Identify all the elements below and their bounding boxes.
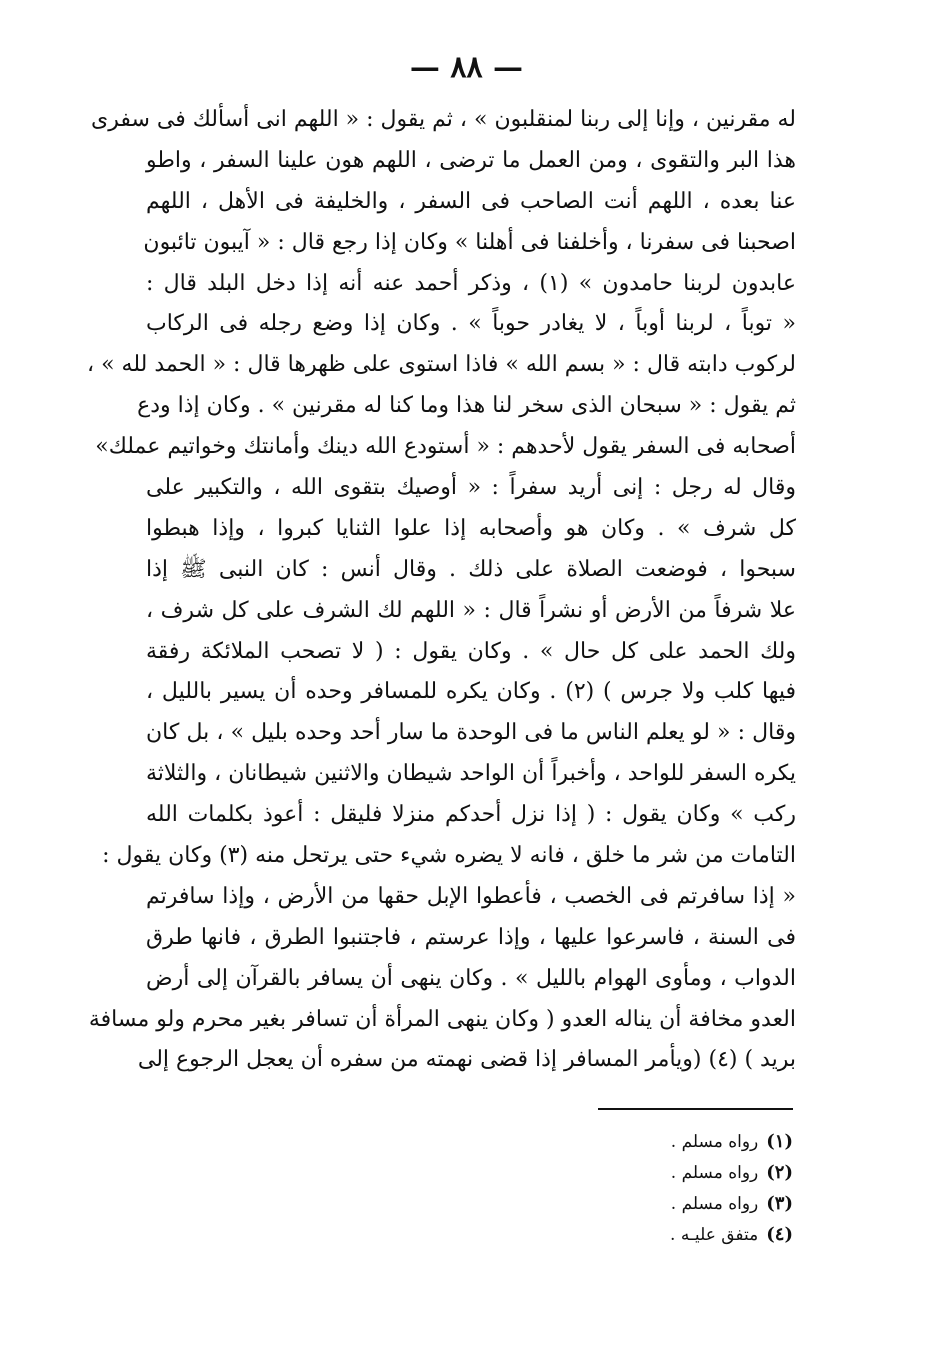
footnote bbox=[670, 1219, 793, 1250]
footnote-text: متفق عليـه . bbox=[670, 1225, 759, 1245]
text-line: ولك الحمد على كل حال » . وكان يقول : ( لا تصحب الملائكة رفقة bbox=[146, 638, 796, 664]
text-line: ركب » وكان يقول : ( إذا نزل أحدكم منزلا فليقل : أعوذ بكلمات الله bbox=[146, 802, 796, 828]
text-line: ثم يقول : « سبحان الذى سخر لنا هذا وما كنا له مقرنين » . وكان إذا ودع bbox=[137, 393, 796, 419]
text-line: سبحوا ، فوضعت الصلاة على ذلك . وقال أنس : كان النبى ﷺ إذا bbox=[146, 556, 796, 582]
page-number: — ٨٨ — bbox=[409, 50, 524, 85]
text-line: هذا البر والتقوى ، ومن العمل ما ترضى ، اللهم هون علينا السفر ، واطو bbox=[146, 147, 796, 173]
footnote-text: رواه مسلم . bbox=[670, 1194, 759, 1214]
text-line: « توباً ، لربنا أوباً ، لا يغادر حوباً » . وكان إذا وضع رجله فى الركاب bbox=[146, 311, 796, 337]
text-line: عابدون لربنا حامدون » (١) ، وذكر أحمد عنه أنه إذا دخل البلد قال : bbox=[146, 270, 796, 296]
text-line: يكره السفر للواحد ، وأخبراً أن الواحد شيطان والاثنين شيطانان ، والثلاثة bbox=[146, 761, 796, 787]
footnote-text: رواه مسلم . bbox=[670, 1163, 759, 1183]
body-text bbox=[87, 100, 797, 1081]
text-line: له مقرنين ، وإنا إلى ربنا لمنقلبون » ، ثم يقول : « اللهم انى أسألك فى سفرى bbox=[91, 107, 796, 132]
footnote-divider bbox=[598, 1108, 793, 1110]
footnote bbox=[670, 1188, 793, 1219]
text-line: أصحابه فى السفر يقول لأحدهم : « أستودع الله دينك وأمانتك وخواتيم عملك» bbox=[95, 434, 796, 460]
footnote bbox=[670, 1126, 793, 1157]
text-line: اصحبنا فى سفرنا ، وأخلفنا فى أهلنا » وكان إذا رجع قال : « آيبون تائبون bbox=[143, 229, 796, 255]
footnote-number: (١) bbox=[766, 1131, 793, 1152]
text-line: التامات من شر ما خلق ، فانه لا يضره شيء حتى يرتحل منه (٣) وكان يقول : bbox=[102, 843, 796, 869]
text-line: عنا بعده ، اللهم أنت الصاحب فى السفر ، والخليفة فى الأهل ، اللهم bbox=[146, 188, 796, 214]
text-line: وقال له رجل : إنى أريد سفراً : « أوصيك بتقوى الله ، والتكبير على bbox=[146, 475, 796, 501]
footnotes bbox=[670, 1126, 793, 1250]
text-line: العدو مخافة أن يناله العدو ( وكان ينهى المرأة أن تسافر بغير محرم ولو مسافة bbox=[88, 1006, 796, 1032]
footnote-number: (٢) bbox=[766, 1162, 793, 1183]
footnote-text: رواه مسلم . bbox=[670, 1132, 759, 1152]
text-line: كل شرف » . وكان هو وأصحابه إذا علوا الثنايا كبروا ، وإذا هبطوا bbox=[146, 515, 796, 541]
text-line: فى السنة ، فاسرعوا عليها ، وإذا عرستم ، فاجتنبوا الطرق ، فانها طرق bbox=[146, 924, 796, 950]
footnote bbox=[670, 1157, 793, 1188]
footnote-number: (٣) bbox=[766, 1193, 793, 1214]
text-line: بريد ) (٤) (ويأمر المسافر إذا قضى نهمته من سفره أن يعجل الرجوع إلى bbox=[137, 1047, 796, 1073]
text-line: « إذا سافرتم فى الخصب ، فأعطوا الإبل حقها من الأرض ، وإذا سافرتم bbox=[146, 883, 796, 909]
text-line: علا شرفاً من الأرض أو نشراً قال : « اللهم لك الشرف على كل شرف ، bbox=[146, 597, 796, 623]
text-line: وقال : « لو يعلم الناس ما فى الوحدة ما سار أحد وحده بليل » ، بل كان bbox=[146, 720, 796, 746]
footnote-number: (٤) bbox=[766, 1224, 793, 1245]
text-line: لركوب دابته قال : « بسم الله » فاذا استوى على ظهرها قال : « الحمد لله » ، bbox=[87, 352, 796, 378]
text-line: الدواب ، ومأوى الهوام بالليل » . وكان ينهى أن يسافر بالقرآن إلى أرض bbox=[146, 965, 796, 991]
text-line: فيها كلب ولا جرس ) (٢) . وكان يكره للمسافر وحده أن يسير بالليل ، bbox=[146, 679, 797, 705]
